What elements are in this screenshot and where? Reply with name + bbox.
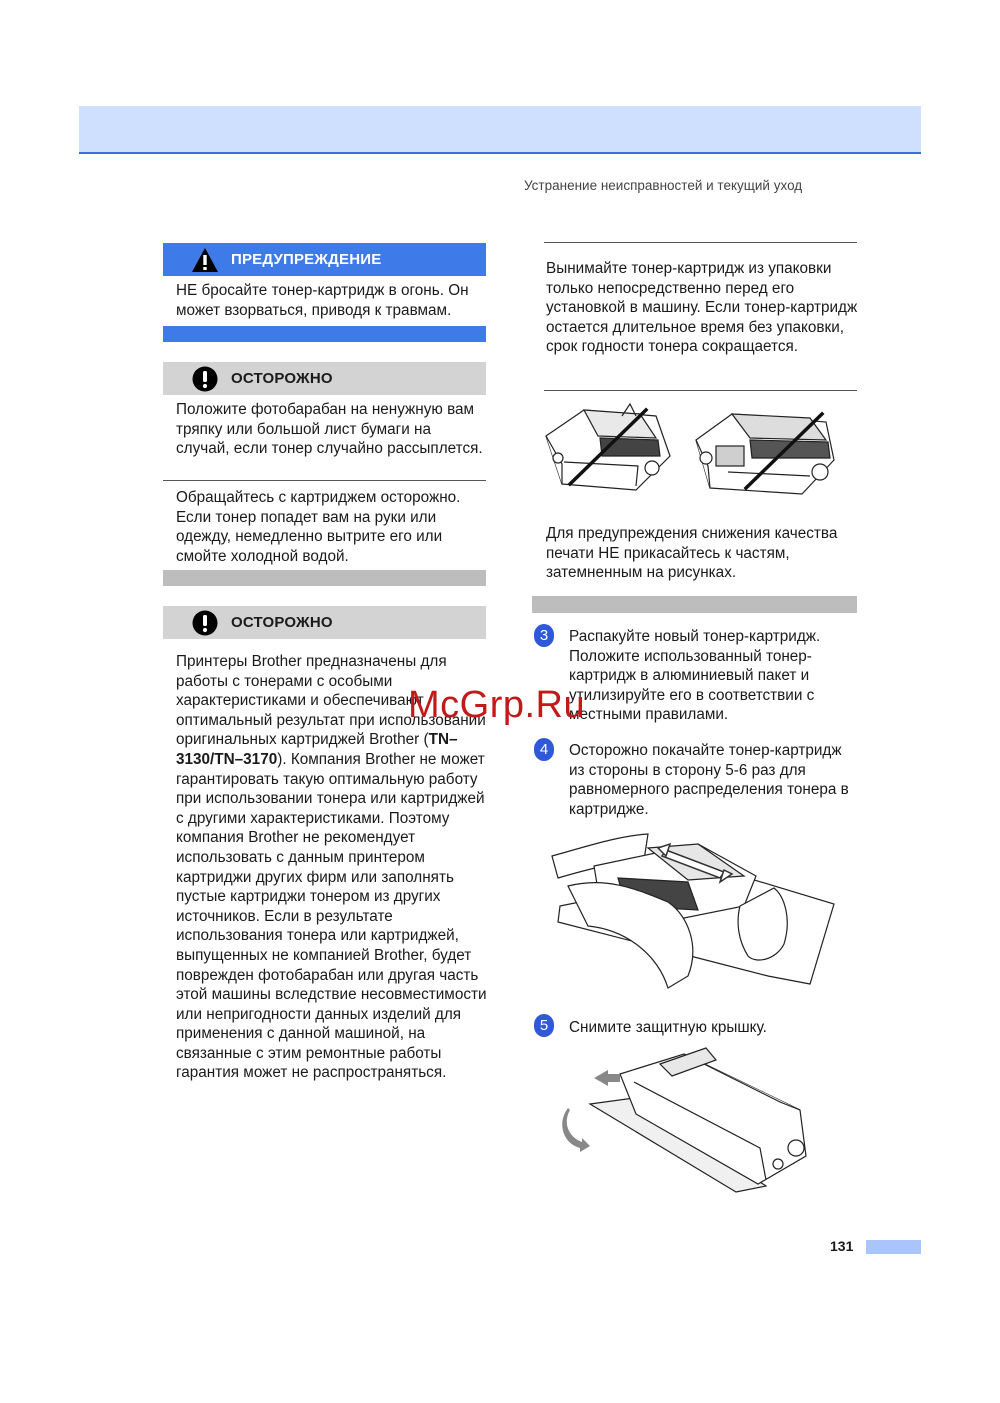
caution1-footer-bar bbox=[163, 570, 486, 586]
warning-text: НЕ бросайте тонер-картридж в огонь. Он может взорваться, приводя к травмам. bbox=[176, 282, 469, 319]
caution2-text-after: ). Компания Brother не может гарантировать такую оптимальную работу при использовании тонера или картриджей с другими характеристиками. Поэтому компания Brother не рекомендует использовать с данным принтером картриджи других фирм или заполнять пустые картриджи тонером из других источников. Если в результате использования тонера или картриджей, выпущенных не компанией Brother, будет поврежден фотобарабан или другая часть этой машины вследствие несовместимости или непригодности данных изделий для применения с данной машиной, на связанные с этим ремонтные работы гарантия может не распространяться. bbox=[176, 750, 487, 1082]
cartridge-model: TN–3130/TN–3170 bbox=[176, 731, 458, 768]
note-paragraph-2: Для предупреждения снижения качества печати НЕ прикасайтесь к частям, затемненным на рисунках. bbox=[546, 525, 838, 582]
caution-exclamation-icon bbox=[191, 365, 219, 393]
step-4-text: Осторожно покачайте тонер-картридж из стороны в сторону 5-6 раз для равномерного распределения тонера в картридже. bbox=[569, 742, 849, 818]
warning-footer-bar bbox=[163, 326, 486, 342]
header-band bbox=[79, 106, 921, 154]
page-number: 131 bbox=[830, 1238, 854, 1254]
note-top-divider bbox=[544, 242, 857, 243]
caution-header-1 bbox=[163, 362, 486, 395]
shake-cartridge-illustration bbox=[548, 826, 838, 996]
note-middle-divider bbox=[544, 390, 857, 391]
step-5-text: Снимите защитную крышку. bbox=[569, 1019, 767, 1036]
caution-exclamation-icon bbox=[191, 609, 219, 637]
remove-cover-illustration bbox=[560, 1020, 820, 1196]
warning-header bbox=[163, 243, 486, 276]
caution-title-2: ОСТОРОЖНО bbox=[231, 614, 333, 631]
note-footer-bar bbox=[532, 596, 857, 613]
page-number-bar bbox=[866, 1240, 921, 1254]
step-3-text: Распакуйте новый тонер-картридж. Положите использованный тонер-картридж в алюминиевый пакет и утилизируйте его в соответствии с местными правилами. bbox=[569, 628, 821, 724]
caution1-paragraph-1: Положите фотобарабан на ненужную вам тряпку или большой лист бумаги на случай, если тонер случайно рассыплется. bbox=[176, 401, 483, 458]
step-number-badge: 3 bbox=[534, 624, 554, 647]
caution1-divider bbox=[163, 480, 486, 481]
step-number-badge: 4 bbox=[534, 738, 554, 761]
note-paragraph-1: Вынимайте тонер-картридж из упаковки только непосредственно перед его установкой в машину. Если тонер-картридж остается длительное время без упаковки, срок годности тонера сокращается. bbox=[546, 260, 858, 356]
caution-title-1: ОСТОРОЖНО bbox=[231, 370, 333, 387]
cartridge-drum-illustration bbox=[540, 400, 840, 505]
watermark-logo: McGrp.Ru bbox=[408, 684, 586, 726]
caution2-text-before: Принтеры Brother предназначены для работы с тонерами с особыми характеристиками и обеспечивают оптимальный результат при использовании оригинальных картриджей Brother ( bbox=[176, 653, 486, 749]
warning-title: ПРЕДУПРЕЖДЕНИЕ bbox=[231, 251, 382, 268]
caution1-paragraph-2: Обращайтесь с картриджем осторожно. Если тонер попадет вам на руки или одежду, немедленно вытрите его или смойте холодной водой. bbox=[176, 489, 461, 565]
step-number-badge: 5 bbox=[534, 1014, 554, 1037]
warning-triangle-icon bbox=[191, 246, 219, 274]
caution-header-2 bbox=[163, 606, 486, 639]
running-title: Устранение неисправностей и текущий уход bbox=[524, 178, 803, 193]
